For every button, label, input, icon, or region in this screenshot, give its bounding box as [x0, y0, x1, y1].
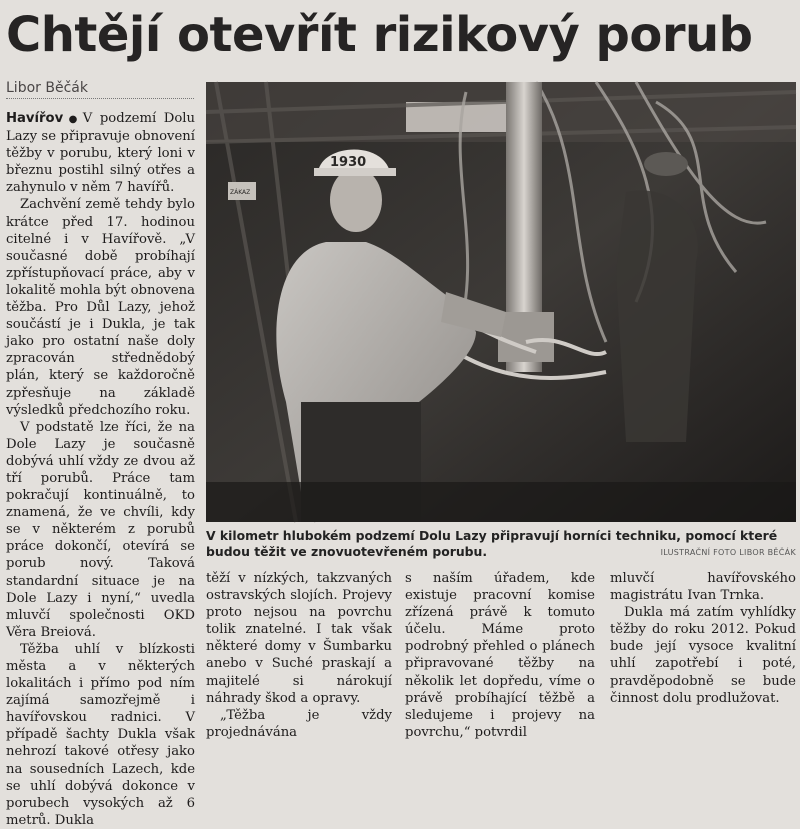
photo-caption: V kilometr hlubokém podzemí Dolu Lazy připravují horníci techniku, pomocí které budou těžit ve znovuotevřeném porubu.	[206, 528, 778, 559]
body-paragraph: „Těžba je vždy projednávána	[206, 707, 392, 740]
article-column-2	[206, 570, 392, 740]
lead-text: V podzemí Dolu Lazy se připravuje obnovení těžby v porubu, který loni v březnu postihl silný otřes a zahynulo v něm 7 havířů.	[6, 111, 195, 196]
body-paragraph: těží v nízkých, takzvaných ostravských slojích. Projevy proto nejsou na povrchu tolik znatelné. I tak však některé domy v Šumbarku anebo v Suché praskají a majitelé si nárokují náhrady škod a opravy.	[206, 571, 392, 706]
body-paragraph: Zachvění země tehdy bylo krátce před 17. hodinou citelné i v Havířově. „V současné době probíhají zpřístupňovací práce, aby v lokalitě mohla být obnovena těžba. Pro Důl Lazy, jehož součástí je i Dukla, je tak jako pro ostatní naše doly zpracován střednědobý plán, který se každoročně zpřesňuje na základě výsledků předchozího roku.	[6, 197, 195, 418]
lead-paragraph	[6, 110, 195, 196]
dateline: Havířov	[6, 111, 64, 126]
body-paragraph: Těžba uhlí v blízkosti města a v některých lokalitách i přímo pod ním zajímá samozřejmě i havířovskou radnici. V případě šachty Dukla však nehrozí takové otřesy jako na sousedních Lazech, kde se uhlí dobývá dokonce v porubech vysokých až 6 metrů. Dukla	[6, 641, 195, 828]
helmet-number: 1930	[330, 155, 367, 170]
bullet-separator: ●	[65, 114, 81, 125]
body-paragraph: s naším úřadem, kde existuje pracovní komise zřízená právě k tomuto účelu. Máme proto podrobný přehled o plánech připravované těžby na několik let dopředu, víme o právě probíhající těžbě a sledujeme i projevy na povrchu,“ potvrdil	[405, 571, 595, 740]
body-paragraph: V podstatě lze říci, že na Dole Lazy je současně dobývá uhlí vždy ze dvou až tří porubů. Práce tam pokračují kontinuálně, to znamená, že ve chvíli, kdy se v některém z porubů práce dokončí, otevírá se porub nový. Taková standardní situace je na Dole Lazy i nyní,“ uvedla mluvčí společnosti OKD Věra Breiová.	[6, 419, 195, 640]
body-paragraph: Dukla má zatím vyhlídky těžby do roku 2012. Pokud bude její vysoce kvalitní uhlí zapotřebí i poté, pravděpodobně se bude činnost dolu prodlužovat.	[610, 605, 796, 706]
article-column-1	[6, 110, 195, 828]
photo-credit: ILUSTRAČNÍ FOTO LIBOR BĚČÁK	[660, 548, 796, 557]
body-paragraph: mluvčí havířovského magistrátu Ivan Trnka.	[610, 571, 796, 604]
author-byline: Libor Běčák	[6, 80, 194, 99]
article-headline: Chtějí otevřít rizikový porub	[6, 7, 753, 63]
article-photo	[206, 82, 796, 522]
mine-photo-illustration	[206, 82, 796, 522]
article-column-3	[405, 570, 595, 740]
wall-sign-text: ZÁKAZ	[230, 189, 251, 196]
article-column-4	[610, 570, 796, 710]
